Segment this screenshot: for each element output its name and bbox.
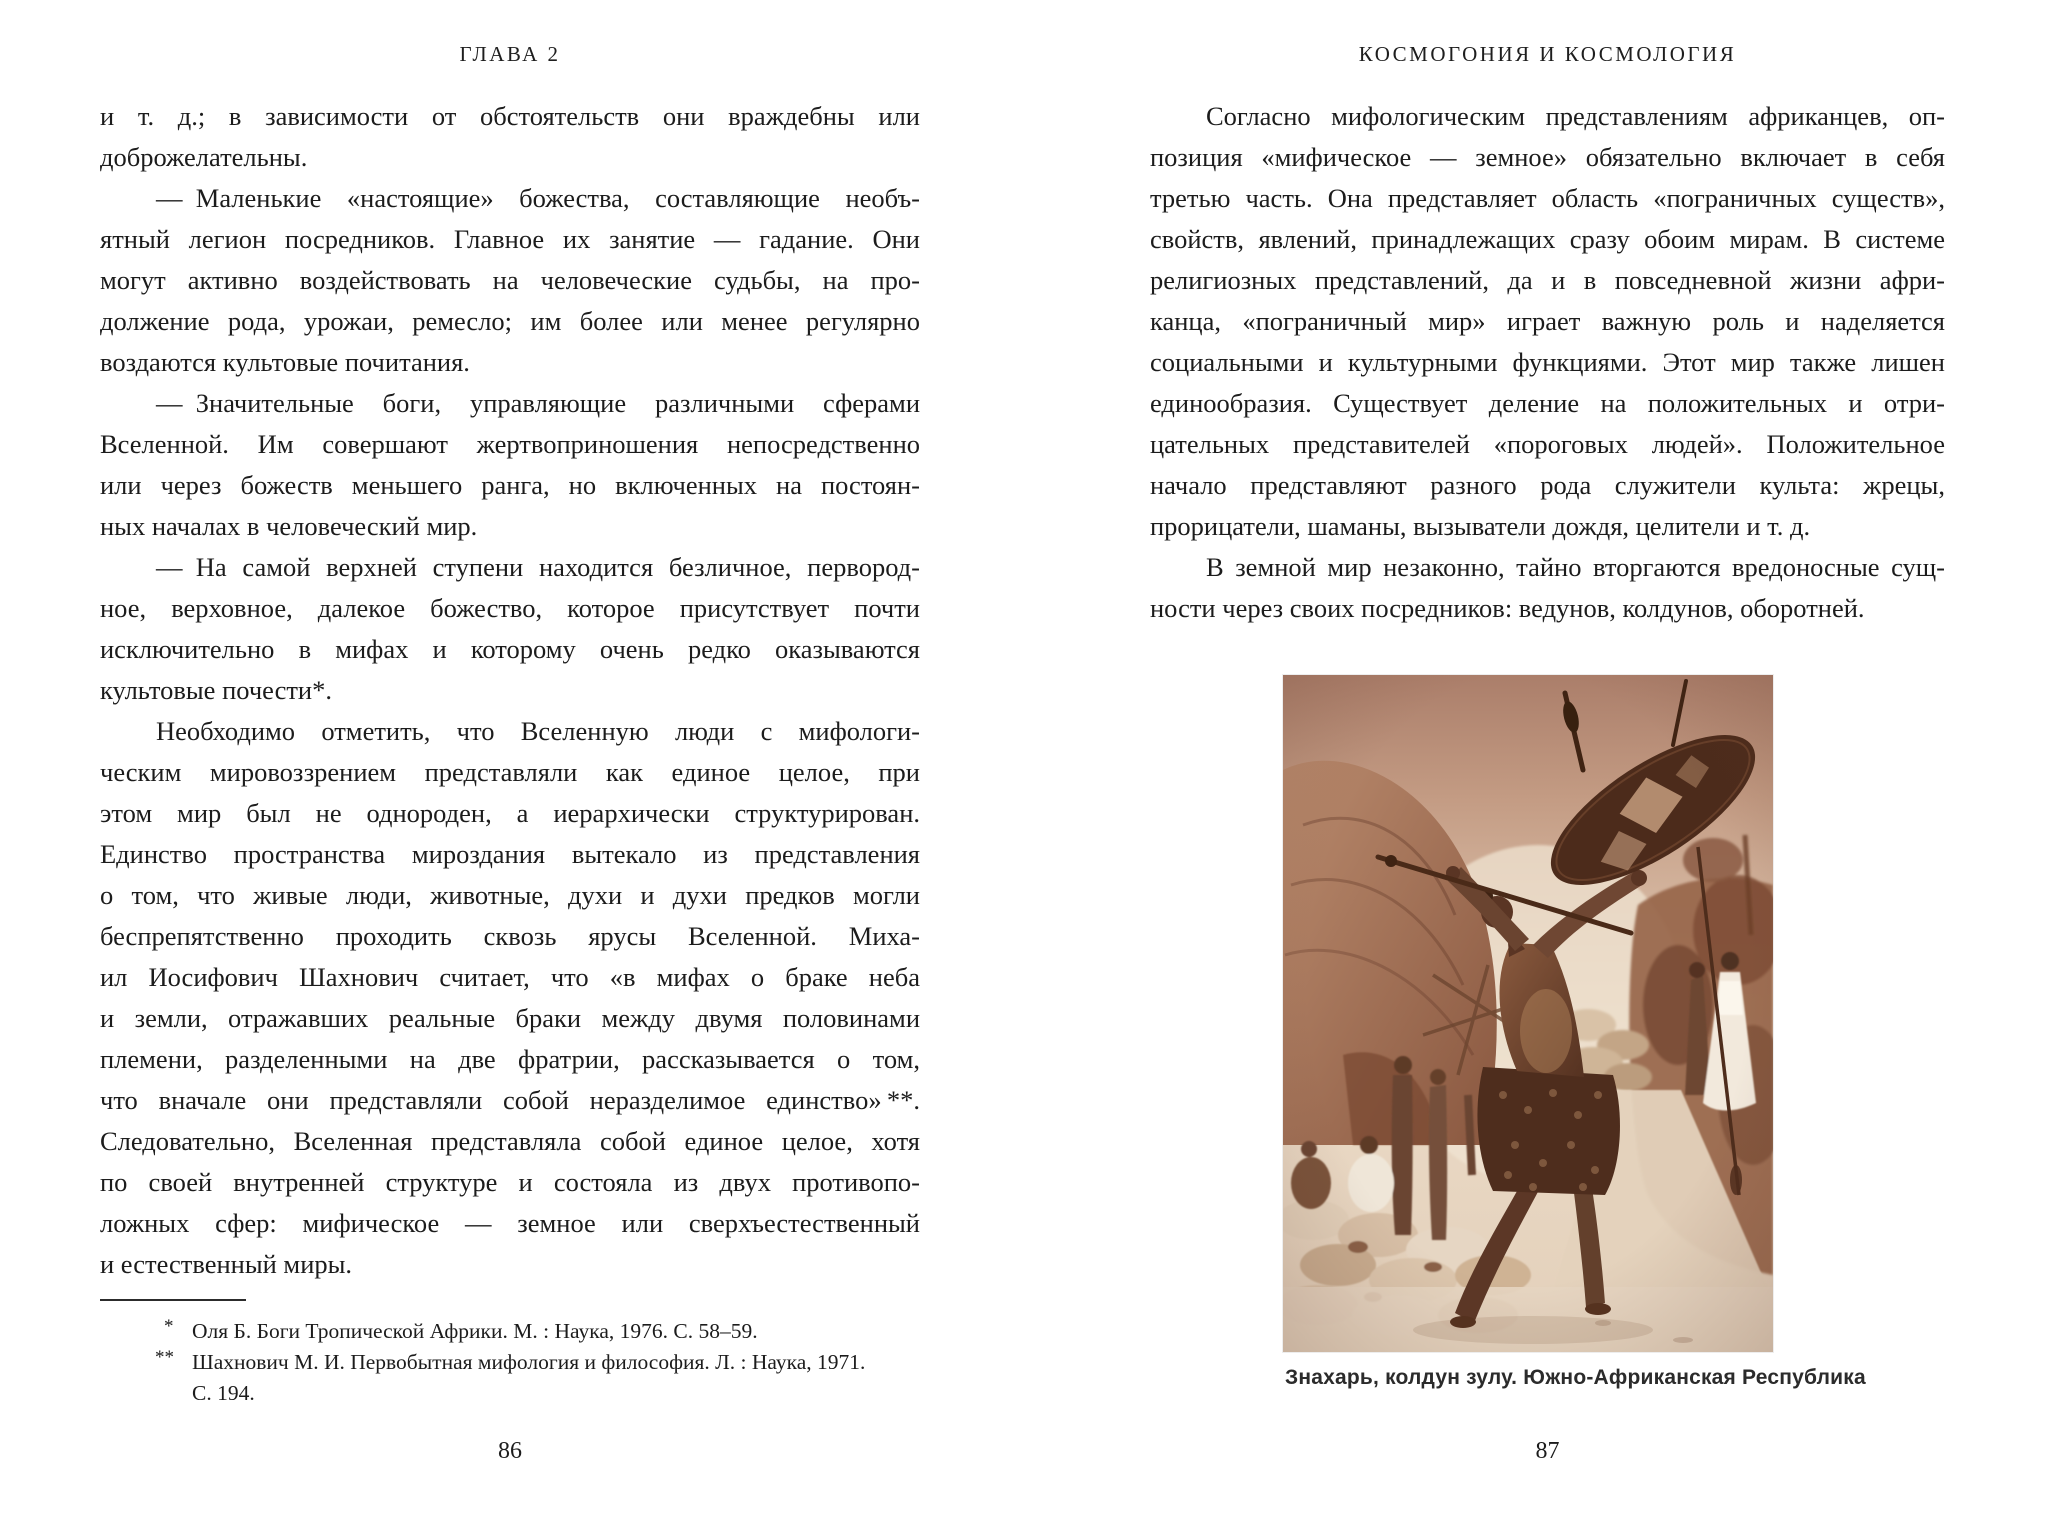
text-line: — Маленькие «настоящие» божества, составляющие необъ- [156,183,920,213]
running-head-left: ГЛАВА 2 [459,42,561,66]
text-line: этом мир был не однороден, а иерархически структурирован. [100,798,920,828]
text-line: по своей внутренней структуре и состояла из двух противопо- [100,1167,920,1197]
text-line: позиция «мифическое — земное» обязательно включает в себя [1150,142,1945,172]
text-line: канца, «пограничный мир» играет важную роль и наделяется [1150,306,1945,336]
text-line: Следовательно, Вселенная представляла собой единое целое, хотя [100,1126,920,1156]
zulu-diviner-photo-illustration [1283,675,1773,1352]
text-line: — Значительные боги, управляющие различными сферами [156,388,920,418]
text-line: и естественный миры. [100,1249,353,1279]
text-line: социальными и культурными функциями. Этот мир также лишен [1150,347,1945,377]
text-line: прорицатели, шаманы, вызыватели дождя, целители и т. д. [1150,511,1811,541]
photo [1283,675,1773,1352]
text-line: ил Иосифович Шахнович считает, что «в мифах о браке неба [100,962,920,992]
text-line: воздаются культовые почитания. [100,347,470,377]
footnote-rule [100,1299,246,1301]
text-line: ности через своих посредников: ведунов, колдунов, оборотней. [1150,593,1865,623]
text-line: что вначале они представляли собой неразделимое единство» **. [100,1085,920,1115]
footnote-line: С. 194. [192,1381,255,1405]
footnote-line: Оля Б. Боги Тропической Африки. М. : Наука, 1976. С. 58–59. [192,1319,758,1343]
text-line: религиозных представлений, да и в повседневной жизни афри- [1150,265,1945,295]
footnote-marker: ** [155,1347,174,1368]
text-line: должение рода, урожаи, ремесло; им более или менее регулярно [100,306,920,336]
text-line: ложных сфер: мифическое — земное или сверхъестественный [100,1208,920,1238]
text-line: о том, что живые люди, животные, духи и духи предков могли [100,880,920,910]
footnote-marker: * [164,1316,174,1337]
body-text-left [100,96,920,1285]
text-line: и т. д.; в зависимости от обстоятельств они враждебны или [100,101,920,131]
footnote [100,1316,920,1347]
photo-caption: Знахарь, колдун зулу. Южно-Африканская Республика [1285,1366,1866,1389]
text-line: — На самой верхней ступени находится безличное, первород- [156,552,920,582]
text-line: В земной мир незаконно, тайно вторгаются вредоносные сущ- [1206,552,1945,582]
text-line: беспрепятственно проходить сквозь ярусы Вселенной. Миха- [100,921,920,951]
text-line: начало представляют разного рода служители культа: жрецы, [1150,470,1945,500]
text-line: культовые почести*. [100,675,332,705]
text-line: ятный легион посредников. Главное их занятие — гадание. Они [100,224,920,254]
page-number-right: 87 [1535,1438,1560,1464]
text-line: Необходимо отметить, что Вселенную люди с мифологи- [156,716,920,746]
footnote [100,1347,920,1409]
text-line: Вселенной. Им совершают жертвоприношения непосредственно [100,429,920,459]
text-line: цательных представителей «пороговых людей». Положительное [1150,429,1945,459]
text-line: племени, разделенными на две фратрии, рассказывается о том, [100,1044,920,1074]
body-text-right [1150,96,1945,629]
footnotes [100,1316,920,1409]
text-line: или через божеств меньшего ранга, но включенных на постоян- [100,470,920,500]
page-number-left: 86 [498,1438,522,1464]
text-line: свойств, явлений, принадлежащих сразу обоим мирам. В системе [1150,224,1945,254]
text-line: исключительно в мифах и которому очень редко оказываются [100,634,920,664]
text-line: ное, верховное, далекое божество, которое присутствует почти [100,593,920,623]
text-line: могут активно воздействовать на человеческие судьбы, на про- [100,265,920,295]
text-line: третью часть. Она представляет область «пограничных существ», [1150,183,1945,213]
text-line: Единство пространства мироздания вытекало из представления [100,839,920,869]
text-line: и земли, отражавших реальные браки между двумя половинами [100,1003,920,1033]
text-line: ных началах в человеческий мир. [100,511,478,541]
running-head-right: КОСМОГОНИЯ И КОСМОЛОГИЯ [1358,42,1737,66]
text-line: Согласно мифологическим представлениям африканцев, оп- [1206,101,1945,131]
text-line: единообразия. Существует деление на положительных и отри- [1150,388,1945,418]
footnote-line: Шахнович М. И. Первобытная мифология и философия. Л. : Наука, 1971. [192,1350,866,1374]
text-line: доброжелательны. [100,142,308,172]
text-line: ческим мировоззрением представляли как единое целое, при [100,757,920,787]
